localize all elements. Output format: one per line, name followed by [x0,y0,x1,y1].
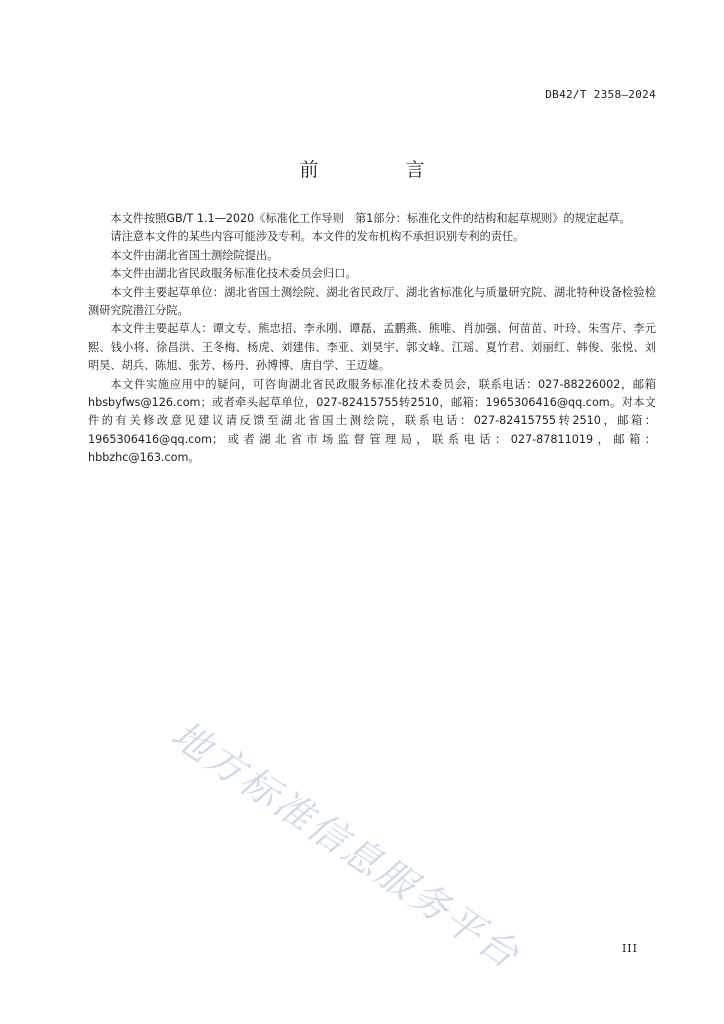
watermark-text: 地方标准信息服务平台 [163,712,529,978]
paragraph-contact: 本文件实施应用中的疑问，可咨询湖北省民政服务标准化技术委员会，联系电话：027-88226002，邮箱hbsbyfws@126.com；或者牵头起草单位，027-82415755转2510，邮箱：1965306416@qq.com。对本文件的有关修改意见建议请反馈至湖北省国土测绘院，联系电话：027-82415755转2510，邮箱：1965306416@qq.com；或者湖北省市场监督管理局，联系电话：027-87811019，邮箱：hbbzhc@163.com。 [88,377,656,465]
page-title: 前 言 [299,159,459,181]
document-code: DB42/T 2358—2024 [545,88,656,101]
paragraph-drafters: 本文件主要起草人：谭文专、熊忠招、李永刚、谭磊、孟鹏燕、熊唯、肖加强、何苗苗、叶玲、朱雪芹、李元熙、钱小将、徐昌洪、王冬梅、杨虎、刘建伟、李亚、刘昊宇、郭文峰、江瑶、夏竹君、刘丽红、韩俊、张悦、刘明昊、胡兵、陈旭、张芳、杨丹、孙博博、唐自学、王迈雄。 [88,322,656,373]
paragraph-patent-notice: 请注意本文件的某些内容可能涉及专利。本文件的发布机构不承担识别专利的责任。 [110,230,525,244]
preface-body [88,210,656,468]
paragraph-proposer: 本文件由湖北省国土测绘院提出。 [110,248,279,262]
paragraph-drafting-units: 本文件主要起草单位：湖北省国土测绘院、湖北省民政厅、湖北省标准化与质量研究院、湖北特种设备检验检测研究院潜江分院。 [88,285,656,318]
page-number: III [621,942,638,955]
paragraph-drafting-rules: 本文件按照GB/T 1.1—2020《标准化工作导则 第1部分：标准化文件的结构和起草规则》的规定起草。 [110,212,631,225]
paragraph-committee: 本文件由湖北省民政服务标准化技术委员会归口。 [110,267,357,281]
